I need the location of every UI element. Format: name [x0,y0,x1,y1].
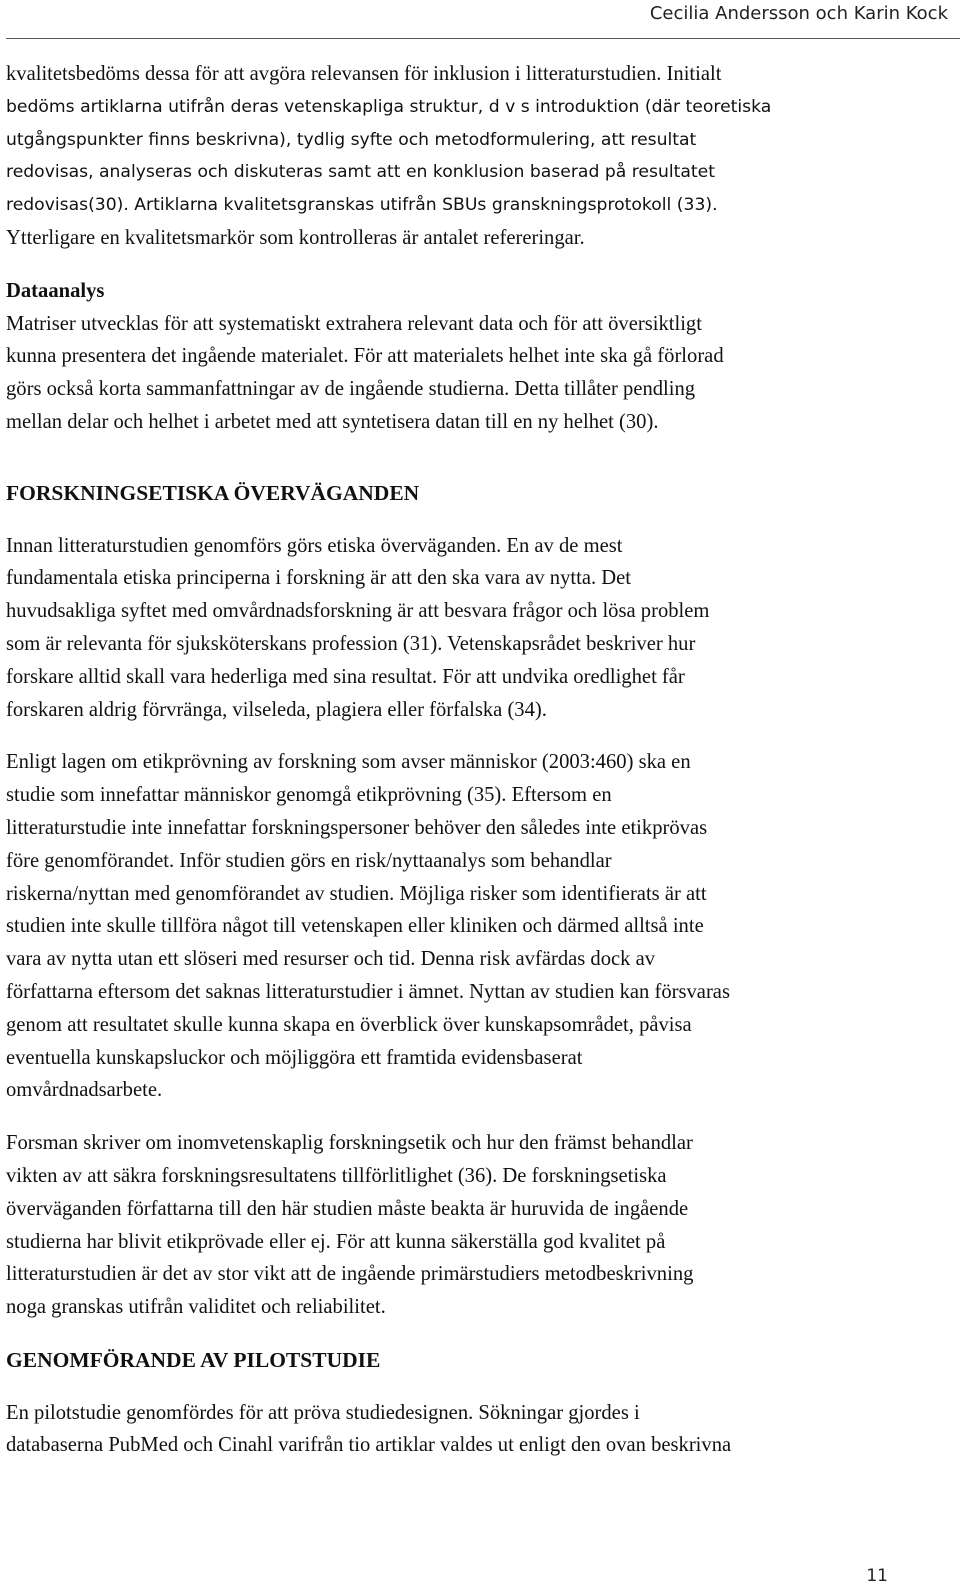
dataanalys-paragraph [6,308,946,439]
text-line: forskaren aldrig förvränga, vilseleda, plagiera eller förfalska (34). [6,698,547,721]
text-line: eventuella kunskapsluckor och möjliggöra ett framtida evidensbaserat [6,1046,583,1069]
text-line: kvalitetsbedöms dessa för att avgöra relevansen för inklusion i litteraturstudien. Initialt [6,63,722,85]
section-heading: GENOMFÖRANDE AV PILOTSTUDIE [6,1347,381,1372]
text-line: Forsman skriver om inomvetenskaplig forskningsetik och hur den främst behandlar [6,1132,693,1155]
text-line: Innan litteraturstudien genomförs görs etiska överväganden. En av de mest [6,534,623,557]
text-line: studien inte skulle tillföra något till vetenskapen eller kliniken och därmed alltså inte [6,915,704,938]
text-line: redovisas(30). Artiklarna kvalitetsgranskas utifrån SBUs granskningsprotokoll (33). [6,195,718,216]
text-line: omvårdnadsarbete. [6,1079,163,1102]
text-line: litteraturstudien är det av stor vikt att de ingående primärstudiers metodbeskrivning [6,1263,694,1286]
ethics-paragraph-1 [6,530,946,727]
text-line: före genomförandet. Inför studien görs en risk/nyttaanalys som behandlar [6,849,612,872]
text-line: mellan delar och helhet i arbetet med att syntetisera datan till en ny helhet (30). [6,410,659,433]
text-line: Enligt lagen om etikprövning av forskning som avser människor (2003:460) ska en [6,751,691,774]
page-number: 11 [866,1566,888,1586]
text-line: vara av nytta utan ett slöseri med resurser och tid. Denna risk avfärdas dock av [6,948,656,971]
ethics-paragraph-3 [6,1127,946,1324]
text-line: Matriser utvecklas för att systematiskt extrahera relevant data och för att översiktligt [6,312,702,335]
text-line: noga granskas utifrån validitet och reliabilitet. [6,1296,386,1319]
text-line: görs också korta sammanfattningar av de ingående studierna. Detta tillåter pendling [6,378,696,401]
text-line: huvudsakliga syftet med omvårdnadsforskning är att besvara frågor och lösa problem [6,600,710,623]
text-line: bedöms artiklarna utifrån deras vetenskapliga struktur, d v s introduktion (där teoretiska [6,96,772,117]
text-line: litteraturstudie inte innefattar forskningspersoner behöver den således inte etikprövas [6,816,708,839]
document-body [6,58,946,1462]
text-line: databaserna PubMed och Cinahl varifrån tio artiklar valdes ut enligt den ovan beskrivna [6,1434,732,1457]
text-line: utgångspunkter finns beskrivna), tydlig syfte och metodformulering, att resultat [6,129,697,150]
text-line: vikten av att säkra forskningsresultatens tillförlitlighet (36). De forskningsetiska [6,1164,667,1187]
header-divider [6,38,960,39]
text-line: fundamentala etiska principerna i forskning är att den ska vara av nytta. Det [6,567,632,590]
text-line: författarna eftersom det saknas litteraturstudier i ämnet. Nyttan av studien kan försvaras [6,980,730,1003]
text-line: redovisas, analyseras och diskuteras samt att en konklusion baserad på resultatet [6,162,715,183]
text-line: En pilotstudie genomfördes för att pröva studiedesignen. Sökningar gjordes i [6,1401,640,1424]
section-heading: FORSKNINGSETISKA ÖVERVÄGANDEN [6,480,420,505]
intro-paragraph [6,58,946,255]
text-line: överväganden författarna till den här studien måste beakta är huruvida de ingående [6,1197,689,1220]
pilot-paragraph [6,1397,946,1463]
text-line: som är relevanta för sjuksköterskans profession (31). Vetenskapsrådet beskriver hur [6,632,696,655]
text-line: riskerna/nyttan med genomförandet av studien. Möjliga risker som identifierats är att [6,882,707,905]
text-line: studierna har blivit etikprövade eller ej. För att kunna säkerställa god kvalitet på [6,1230,666,1253]
text-line: Ytterligare en kvalitetsmarkör som kontrolleras är antalet refereringar. [6,226,585,249]
ethics-paragraph-2 [6,746,946,1107]
running-header: Cecilia Andersson och Karin Kock [649,3,948,24]
section-subheading: Dataanalys [6,279,105,302]
text-line: genom att resultatet skulle kunna skapa en överblick över kunskapsområdet, påvisa [6,1013,692,1036]
text-line: studie som innefattar människor genomgå etikprövning (35). Eftersom en [6,784,612,807]
text-line: forskare alltid skall vara hederliga med sina resultat. För att undvika oredlighet får [6,665,685,688]
text-line: kunna presentera det ingående materialet. För att materialets helhet inte ska gå förlorad [6,345,724,368]
